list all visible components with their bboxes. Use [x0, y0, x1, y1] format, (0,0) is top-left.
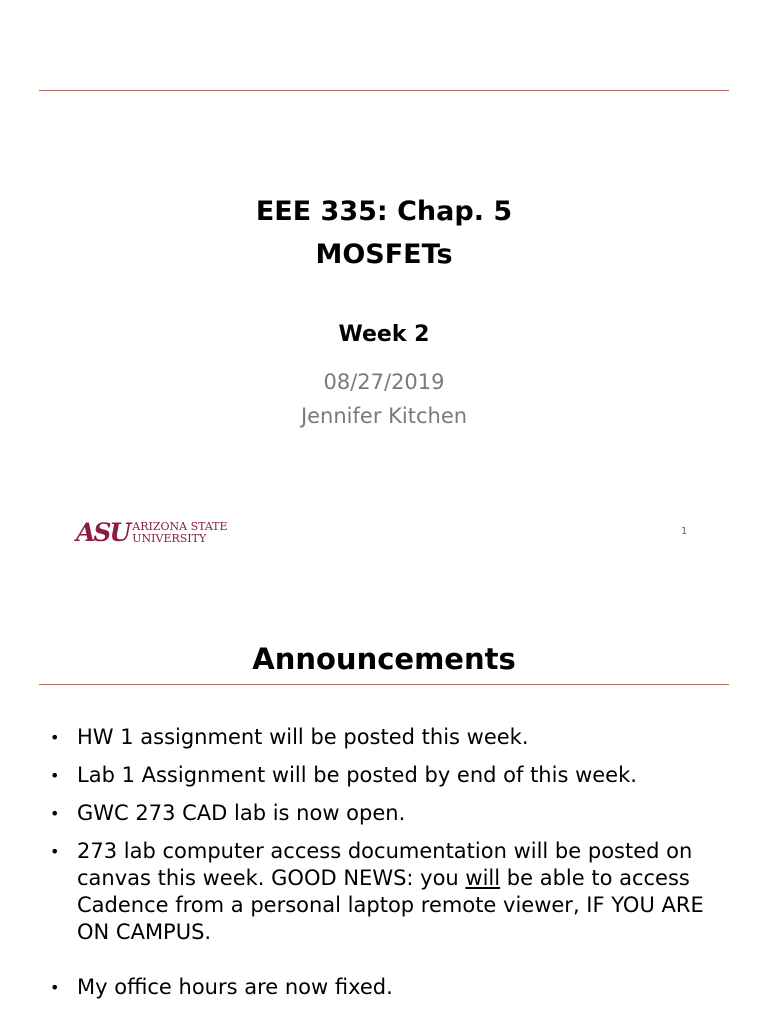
asu-mark: ASU — [76, 518, 130, 547]
list-item-text: be able to access Cadence from a personal laptop remote viewer, IF YOU ARE ON CAMPUS. — [77, 866, 704, 944]
list-item-text: 273 lab computer access documentation will be posted on canvas this week. GOOD NEWS: you — [77, 839, 693, 890]
asu-logo — [76, 520, 228, 546]
list-item: • Lab 1 Assignment will be posted by end of this week. — [48, 762, 728, 789]
date-label: 08/27/2019 — [323, 370, 445, 394]
list-item — [48, 838, 728, 946]
list-item: • GWC 273 CAD lab is now open. — [48, 800, 728, 827]
top-divider — [39, 90, 729, 91]
title-line-1: EEE 335: Chap. 5 — [255, 196, 513, 227]
title-divider — [39, 684, 729, 685]
page-number: 1 — [681, 526, 688, 537]
author-label: Jennifer Kitchen — [300, 404, 468, 428]
underlined-word: will — [465, 866, 501, 890]
asu-wordmark-line1: ARIZONA STATE — [132, 520, 228, 533]
announcement-list — [48, 724, 728, 1012]
title-line-2: MOSFETs — [315, 239, 453, 270]
list-item: • My office hours are now fixed. — [48, 974, 728, 1001]
list-item: • HW 1 assignment will be posted this week. — [48, 724, 728, 751]
slide-title — [0, 190, 768, 276]
asu-wordmark-line2: UNIVERSITY — [132, 532, 207, 545]
week-label: Week 2 — [338, 322, 430, 347]
asu-wordmark — [132, 521, 227, 545]
announcements-slide — [0, 576, 768, 1024]
announcements-title: Announcements — [252, 642, 516, 676]
